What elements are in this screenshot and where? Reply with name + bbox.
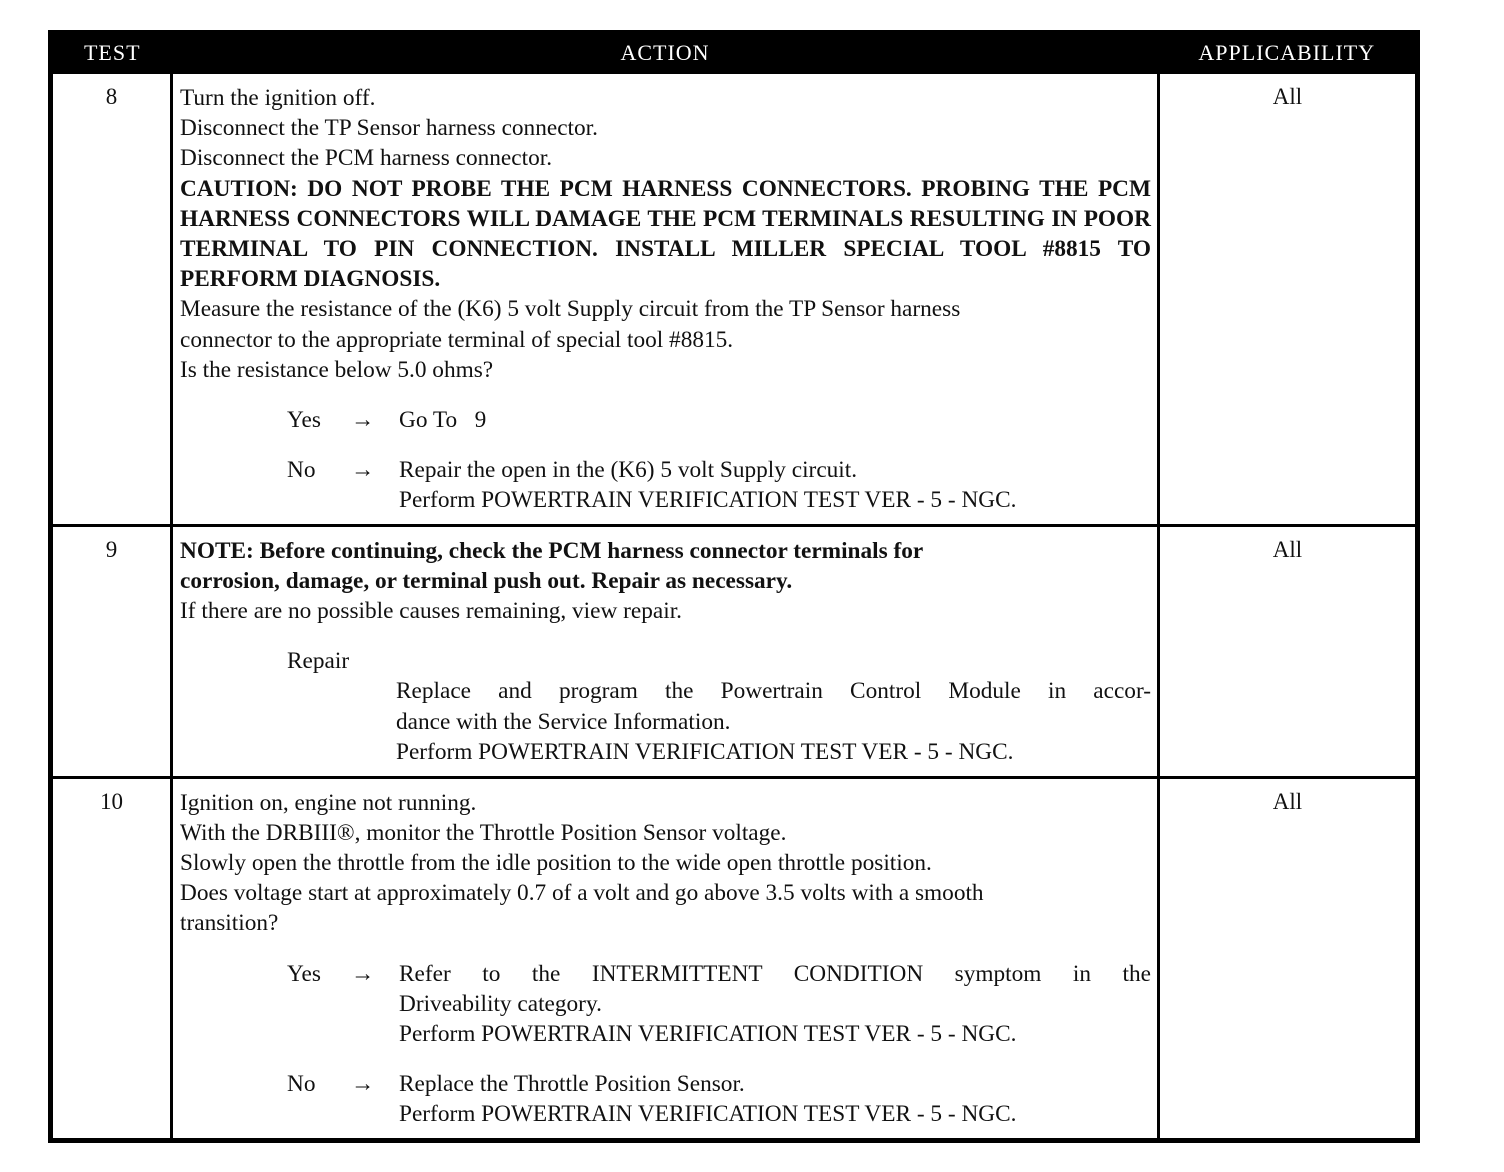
table-header-row bbox=[51, 33, 1418, 73]
applicability-value: All bbox=[1159, 73, 1418, 526]
applicability-value: All bbox=[1159, 777, 1418, 1140]
no-step: Perform POWERTRAIN VERIFICATION TEST VER - 5 - NGC. bbox=[399, 487, 1017, 514]
arrow-icon: → bbox=[351, 407, 375, 434]
caution-text: CAUTION: DO NOT PROBE THE PCM HARNESS CONNECTORS. PROBING THE PCM HARNESS CONNECTORS WILL DAMAGE THE PCM TERMINALS RESULTING IN POOR TERMINAL TO PIN CONNECTION. INSTALL MILLER SPECIAL TOOL #8815 TO PERFORM DIAGNOSIS. bbox=[180, 175, 1151, 293]
action-step: If there are no possible causes remaining, view repair. bbox=[180, 598, 682, 625]
no-outcome bbox=[180, 455, 1151, 515]
action-step: connector to the appropriate terminal of special tool #8815. bbox=[180, 326, 734, 353]
action-step: Turn the ignition off. bbox=[180, 85, 376, 111]
diagnostic-table-page bbox=[48, 30, 1415, 1141]
yes-label: Yes bbox=[287, 960, 321, 987]
action-step: Slowly open the throttle from the idle position to the wide open throttle position. bbox=[180, 850, 932, 877]
repair-label: Repair bbox=[287, 648, 350, 675]
arrow-icon: → bbox=[351, 1071, 375, 1098]
repair-step: dance with the Service Information. bbox=[396, 708, 731, 735]
test-row-8 bbox=[51, 73, 1418, 526]
action-cell bbox=[172, 525, 1159, 777]
header-action: ACTION bbox=[172, 33, 1159, 73]
question-text: Is the resistance below 5.0 ohms? bbox=[180, 356, 494, 383]
yes-step: Perform POWERTRAIN VERIFICATION TEST VER - 5 - NGC. bbox=[399, 1021, 1017, 1048]
applicability-value: All bbox=[1159, 525, 1418, 777]
yes-goto: Go To 9 bbox=[399, 407, 487, 434]
action-step: Measure the resistance of the (K6) 5 volt Supply circuit from the TP Sensor harness bbox=[180, 296, 961, 323]
test-row-10 bbox=[51, 777, 1418, 1140]
yes-outcome bbox=[180, 405, 1151, 435]
yes-step: Driveability category. bbox=[399, 990, 602, 1017]
question-text: Does voltage start at approximately 0.7 of a volt and go above 3.5 volts with a smooth bbox=[180, 880, 984, 907]
yes-step: Refer to the INTERMITTENT CONDITION symptom in the bbox=[399, 960, 1151, 987]
repair-step: Perform POWERTRAIN VERIFICATION TEST VER - 5 - NGC. bbox=[396, 738, 1014, 765]
action-cell bbox=[172, 73, 1159, 526]
test-row-9 bbox=[51, 525, 1418, 777]
action-cell bbox=[172, 777, 1159, 1140]
no-outcome bbox=[180, 1069, 1151, 1129]
action-step: Disconnect the PCM harness connector. bbox=[180, 145, 553, 172]
diagnostic-test-table bbox=[48, 30, 1420, 1143]
arrow-icon: → bbox=[351, 457, 375, 484]
action-step: Ignition on, engine not running. bbox=[180, 789, 477, 816]
note-text: NOTE: Before continuing, check the PCM harness connector terminals for bbox=[180, 537, 924, 564]
test-number: 10 bbox=[51, 777, 172, 1140]
arrow-icon: → bbox=[351, 960, 375, 987]
yes-outcome bbox=[180, 959, 1151, 1050]
action-step: With the DRBIII®, monitor the Throttle Position Sensor voltage. bbox=[180, 819, 787, 846]
no-step: Perform POWERTRAIN VERIFICATION TEST VER - 5 - NGC. bbox=[399, 1101, 1017, 1128]
repair-step: Replace and program the Powertrain Control Module in accor- bbox=[396, 678, 1151, 705]
test-number: 8 bbox=[51, 73, 172, 526]
no-label: No bbox=[287, 1071, 316, 1098]
header-test: TEST bbox=[51, 33, 172, 73]
no-step: Repair the open in the (K6) 5 volt Supply circuit. bbox=[399, 457, 858, 484]
yes-label: Yes bbox=[287, 407, 321, 434]
header-applicability: APPLICABILITY bbox=[1159, 33, 1418, 73]
repair-instructions bbox=[180, 676, 1151, 767]
action-step: Disconnect the TP Sensor harness connector. bbox=[180, 115, 598, 142]
note-text: corrosion, damage, or terminal push out. Repair as necessary. bbox=[180, 567, 793, 594]
no-label: No bbox=[287, 457, 316, 484]
test-number: 9 bbox=[51, 525, 172, 777]
no-step: Replace the Throttle Position Sensor. bbox=[399, 1071, 745, 1098]
question-text: transition? bbox=[180, 910, 279, 937]
